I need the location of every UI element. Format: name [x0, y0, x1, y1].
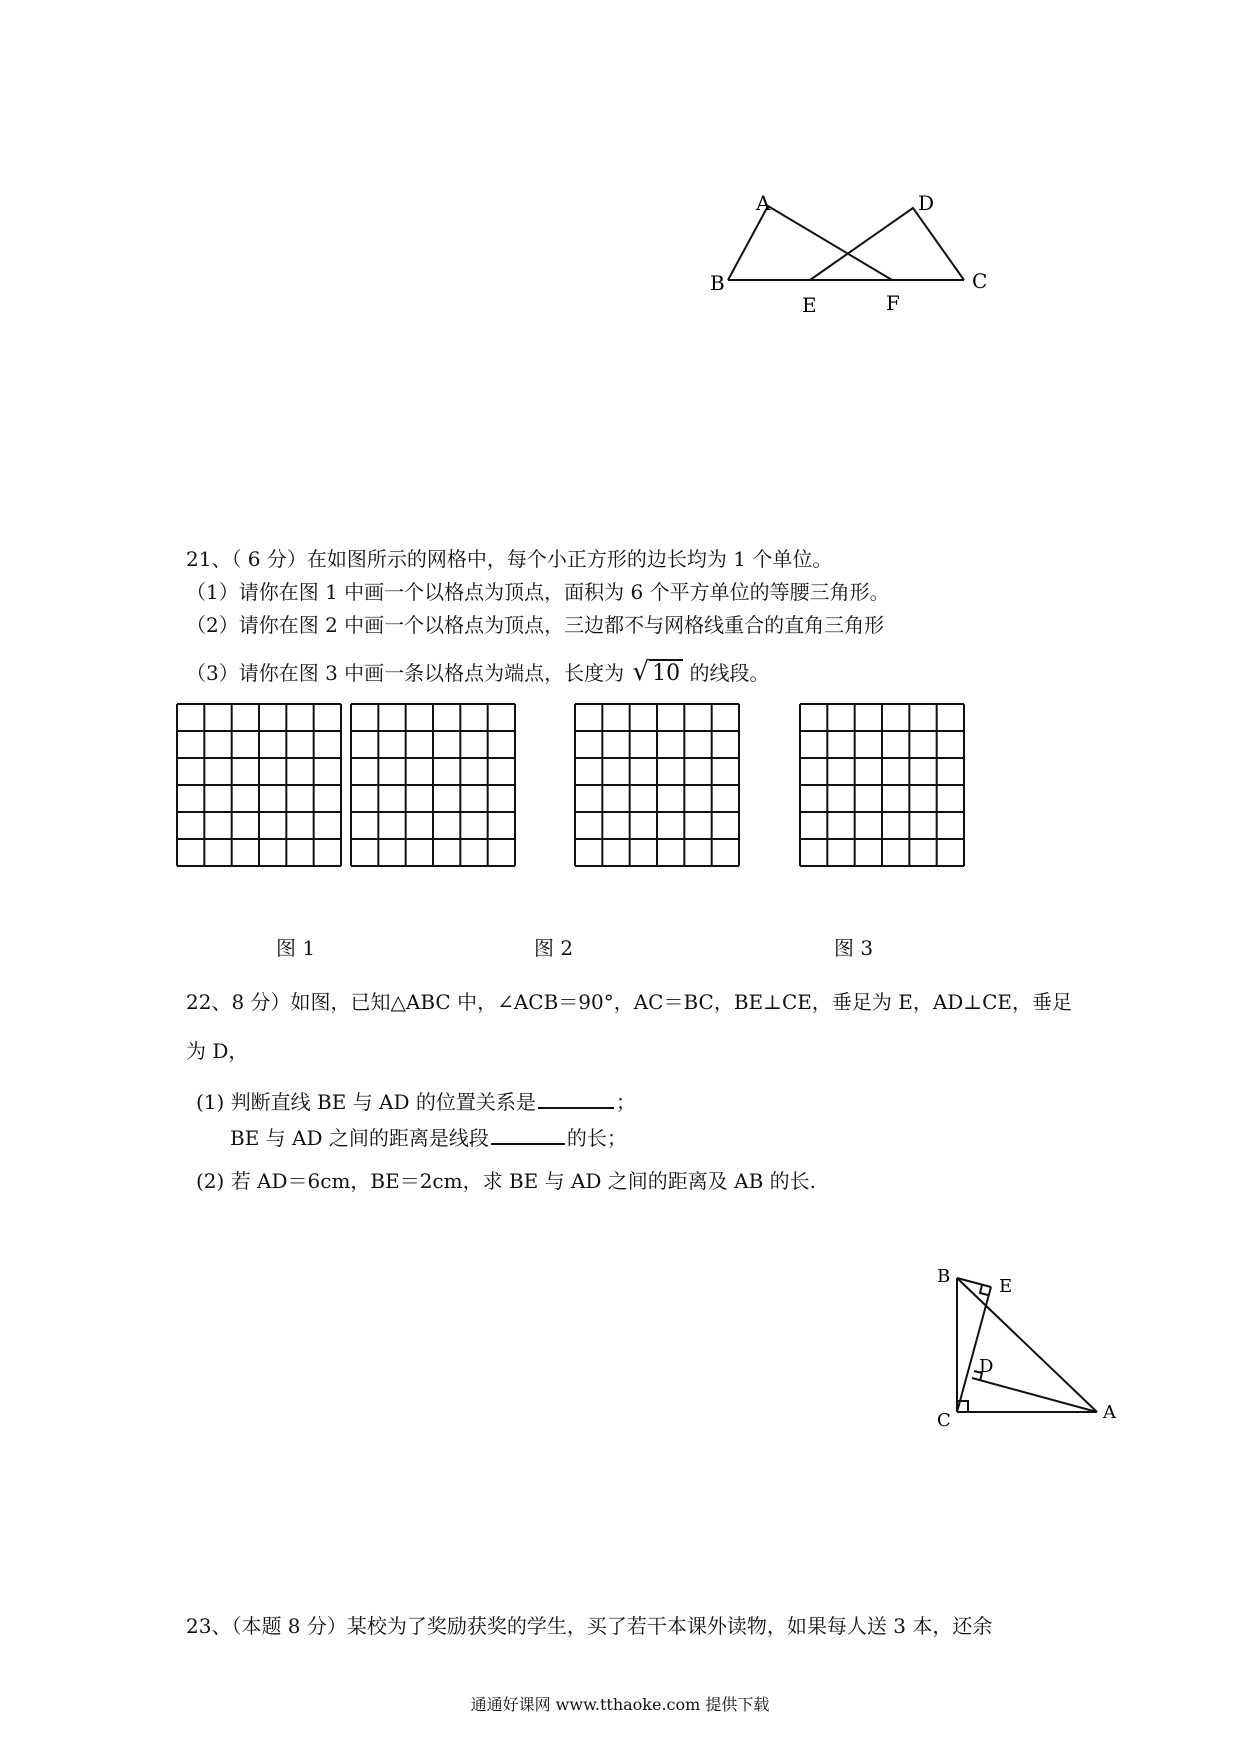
q22-part1-b-text: BE 与 AD 之间的距离是线段: [230, 1126, 489, 1150]
label-e: E: [999, 1276, 1013, 1297]
label-e: E: [802, 293, 817, 317]
q22-part1-a-end: ；: [615, 1090, 636, 1114]
q22-part1-b: [230, 1123, 627, 1152]
caption-figure-3: 图 3: [834, 936, 874, 960]
q22-part1-a-text: (1) 判断直线 BE 与 AD 的位置关系是: [196, 1090, 536, 1114]
page-footer: 通通好课网 www.tthaoke.com 提供下载: [470, 1695, 770, 1714]
grid-3: [798, 702, 966, 868]
answer-blank-2[interactable]: [491, 1123, 565, 1145]
label-a: A: [1103, 1402, 1116, 1423]
label-d: D: [979, 1356, 994, 1377]
segment-ab: [957, 1278, 1097, 1412]
label-b: B: [937, 1266, 951, 1287]
q21-part2: （2）请你在图 2 中画一个以格点为顶点，三边都不与网格线重合的直角三角形: [186, 613, 885, 637]
q22-part1-b-end: 的长；: [566, 1126, 627, 1150]
sqrt-symbol: √ 10: [631, 658, 684, 688]
q22-stem-line2: 为 D，: [186, 1039, 249, 1063]
q21-part3-text-before: （3）请你在图 3 中画一条以格点为端点，长度为: [186, 661, 625, 685]
q21-stem: 21、（ 6 分）在如图所示的网格中，每个小正方形的边长均为 1 个单位。: [186, 547, 833, 571]
figure-right-triangle-abc: [925, 1260, 1125, 1430]
grid-2: [573, 702, 741, 868]
label-a: A: [756, 191, 771, 215]
figure-triangles-abc-def: [700, 190, 1010, 340]
sqrt-radicand: 10: [649, 659, 683, 686]
grid-1a: [175, 702, 343, 868]
label-c: C: [937, 1410, 951, 1430]
q22-part1-a: [196, 1087, 636, 1116]
q21-part3: [186, 658, 769, 688]
q22-part2: (2) 若 AD＝6cm，BE＝2cm，求 BE 与 AD 之间的距离及 AB 的长.: [196, 1169, 817, 1193]
q21-part3-text-after: 的线段。: [689, 661, 770, 685]
triangle-abf: [728, 206, 892, 280]
q22-stem-line1: 22、8 分）如图，已知△ABC 中，∠ACB＝90°，AC＝BC，BE⊥CE，垂足为 E，AD⊥CE，垂足: [186, 990, 1073, 1014]
label-f: F: [886, 291, 900, 315]
label-c: C: [972, 269, 988, 293]
segment-ce: [957, 1287, 994, 1412]
q21-part1: （1）请你在图 1 中画一个以格点为顶点，面积为 6 个平方单位的等腰三角形。: [186, 580, 890, 604]
caption-figure-1: 图 1: [276, 936, 316, 960]
caption-figure-2: 图 2: [534, 936, 574, 960]
label-b: B: [710, 271, 725, 295]
label-d: D: [918, 191, 935, 215]
answer-blank-1[interactable]: [538, 1087, 614, 1109]
q23-stem: 23、（本题 8 分）某校为了奖励获奖的学生，买了若干本课外读物，如果每人送 3 本，还余: [186, 1614, 993, 1638]
grid-1b: [349, 702, 517, 868]
